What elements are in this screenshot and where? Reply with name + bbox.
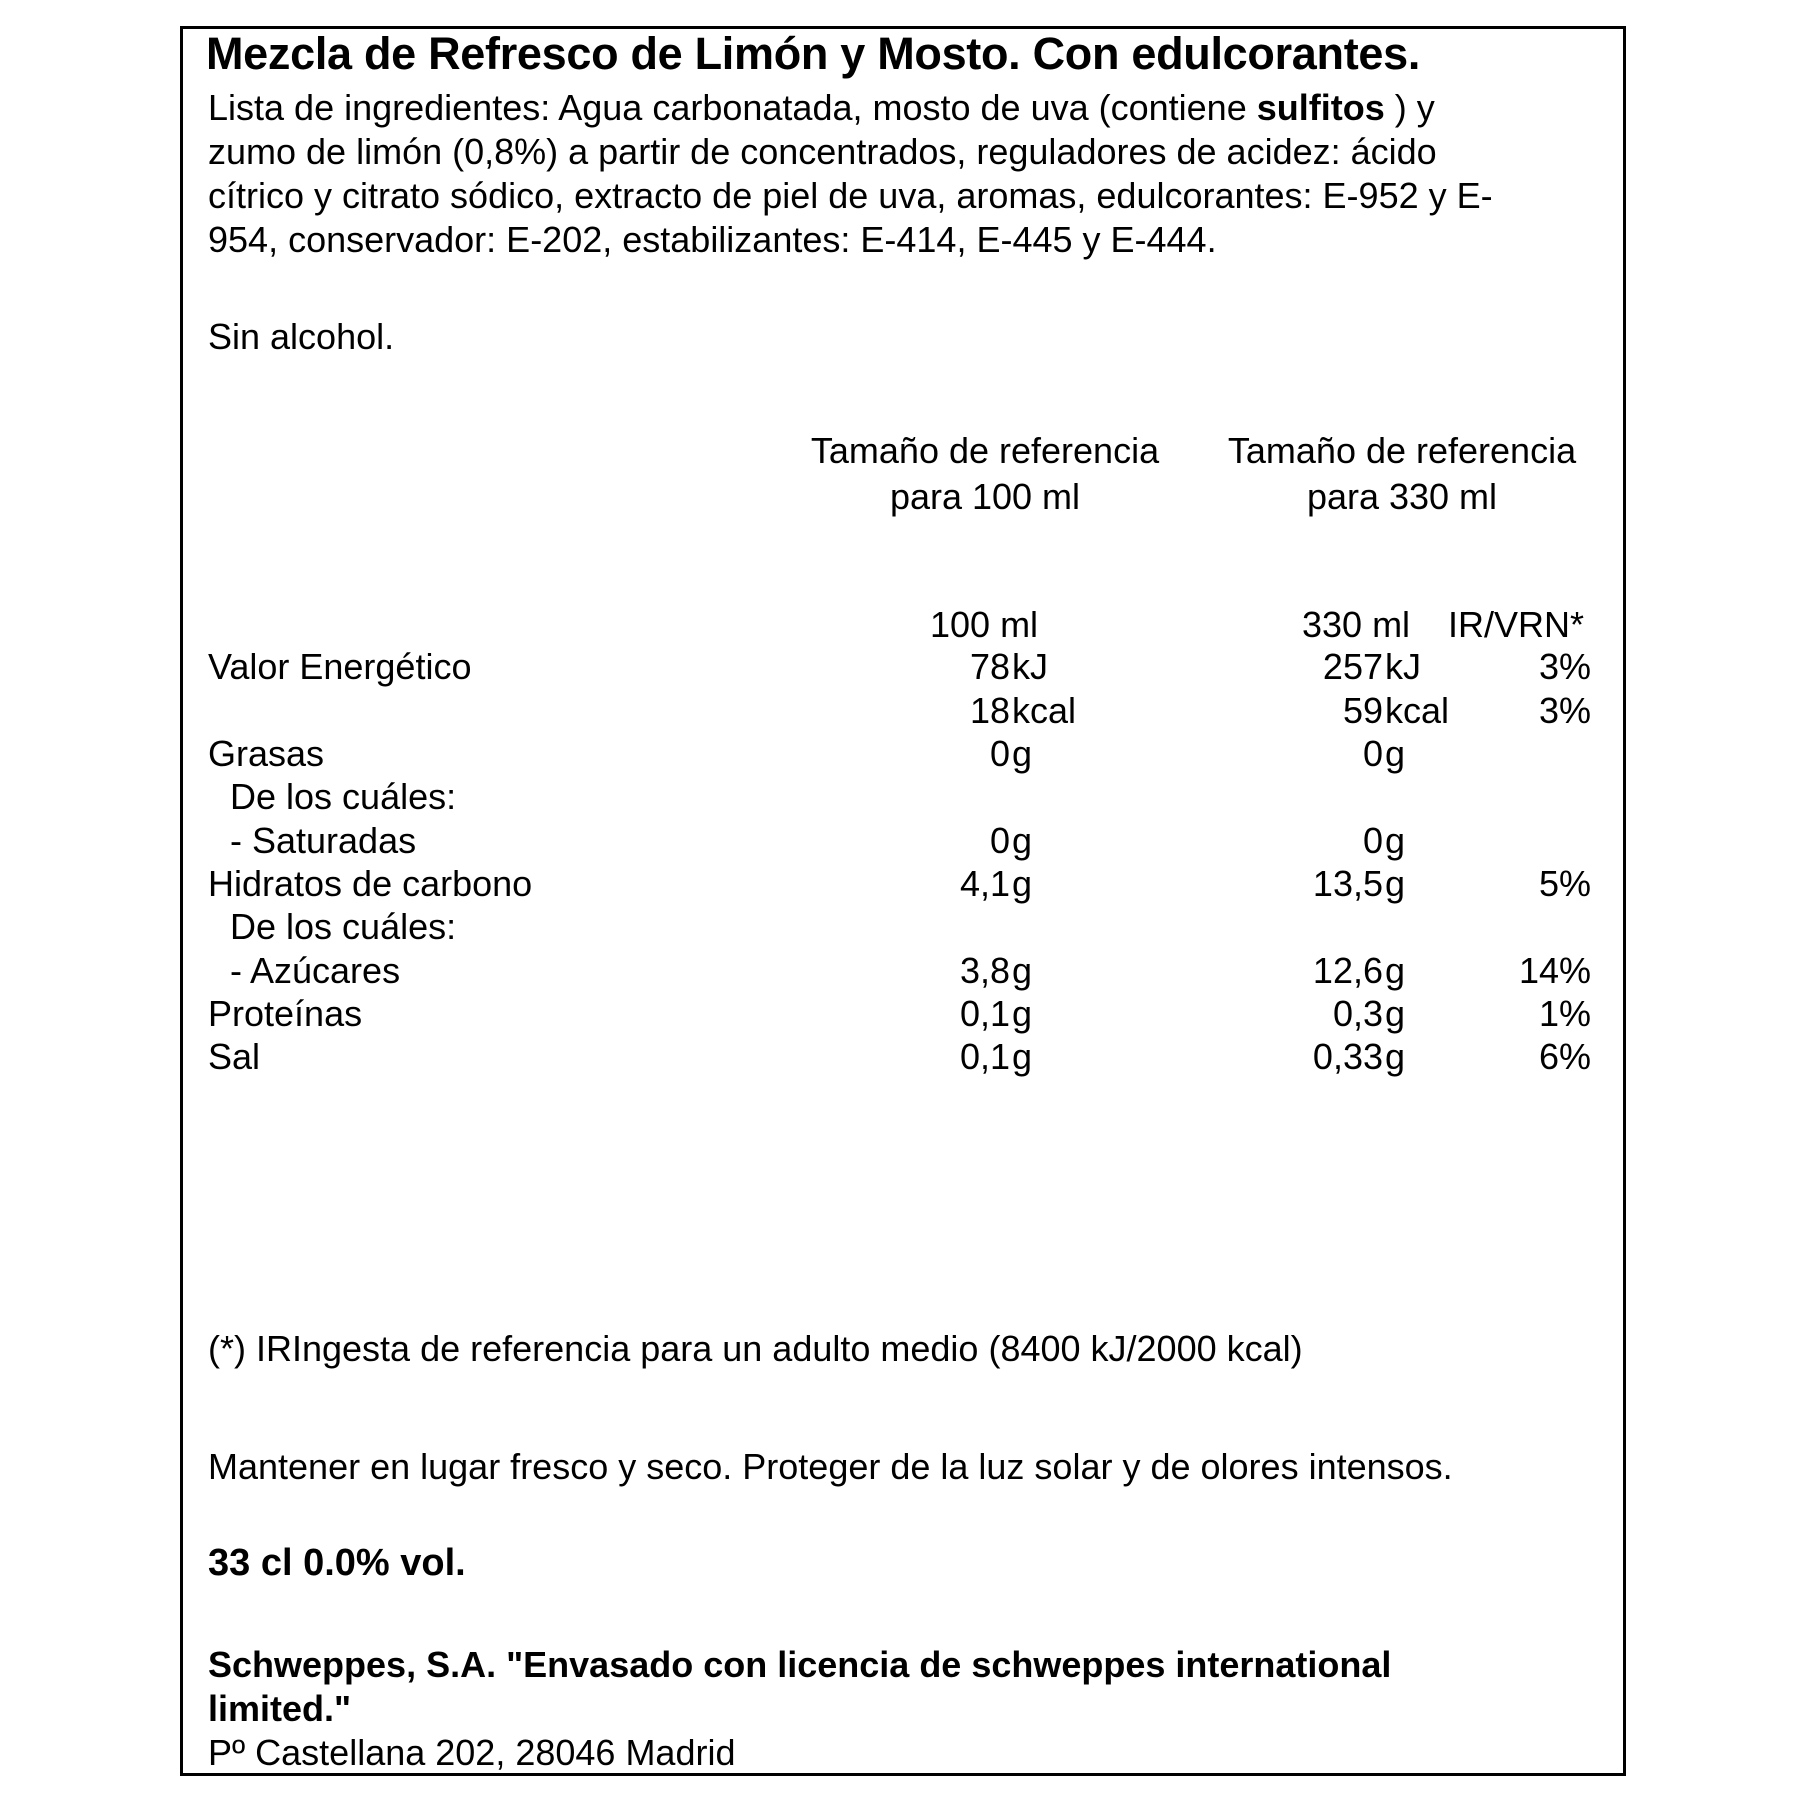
nutrient-label: - Saturadas	[230, 820, 417, 861]
unit-100ml: g	[1012, 993, 1033, 1034]
ingredients-list	[208, 86, 1508, 262]
col-header-ir-vrn: IR/VRN*	[1448, 604, 1585, 645]
header-100-line2: para 100 ml	[889, 476, 1081, 517]
unit-330ml: g	[1385, 993, 1406, 1034]
header-100-line1: Tamaño de referencia	[810, 430, 1160, 471]
unit-100ml: g	[1012, 733, 1033, 774]
value-330ml: 0	[1362, 820, 1383, 861]
company-line-1: Schweppes, S.A. "Envasado con licencia de schweppes international	[208, 1644, 1392, 1685]
unit-330ml: kcal	[1385, 690, 1450, 731]
nutrient-label: Proteínas	[208, 993, 363, 1034]
unit-330ml: kJ	[1385, 646, 1421, 687]
unit-330ml: g	[1385, 950, 1406, 991]
value-100ml: 0	[989, 820, 1010, 861]
unit-100ml: g	[1012, 950, 1033, 991]
value-ir-vrn: 5%	[1538, 863, 1591, 904]
value-ir-vrn: 14%	[1518, 950, 1591, 991]
unit-330ml: g	[1385, 733, 1406, 774]
value-100ml: 0,1	[959, 1036, 1010, 1077]
nutrient-label: - Azúcares	[230, 950, 401, 991]
header-per-330ml	[1192, 428, 1612, 520]
unit-100ml: kJ	[1012, 646, 1048, 687]
value-330ml: 0,3	[1332, 993, 1383, 1034]
value-100ml: 0	[989, 733, 1010, 774]
nutrient-label: De los cuáles:	[230, 776, 457, 817]
allergen-sulfitos: sulfitos	[1256, 87, 1385, 128]
nutrient-label: Hidratos de carbono	[208, 863, 533, 904]
value-100ml: 3,8	[959, 950, 1010, 991]
unit-100ml: kcal	[1012, 690, 1077, 731]
col-header-100ml: 100 ml	[930, 604, 1039, 645]
value-330ml: 13,5	[1312, 863, 1383, 904]
product-title: Mezcla de Refresco de Limón y Mosto. Con edulcorantes.	[206, 28, 1421, 79]
unit-330ml: g	[1385, 863, 1406, 904]
company-line-2: limited."	[208, 1688, 352, 1729]
unit-330ml: g	[1385, 1036, 1406, 1077]
nutrient-label: Grasas	[208, 733, 325, 774]
nutrient-label: De los cuáles:	[230, 906, 457, 947]
storage-instructions: Mantener en lugar fresco y seco. Proteger de la luz solar y de olores intensos.	[208, 1446, 1453, 1487]
unit-100ml: g	[1012, 863, 1033, 904]
unit-330ml: g	[1385, 820, 1406, 861]
nutrient-label: Valor Energético	[208, 646, 472, 687]
header-330-line1: Tamaño de referencia	[1227, 430, 1577, 471]
company-address: Pº Castellana 202, 28046 Madrid	[208, 1732, 736, 1773]
volume-statement: 33 cl 0.0% vol.	[208, 1542, 466, 1584]
unit-100ml: g	[1012, 820, 1033, 861]
value-ir-vrn: 1%	[1538, 993, 1591, 1034]
value-330ml: 0	[1362, 733, 1383, 774]
footnote: (*) IRIngesta de referencia para un adulto medio (8400 kJ/2000 kcal)	[208, 1328, 1303, 1369]
col-header-330ml: 330 ml	[1302, 604, 1411, 645]
value-330ml: 12,6	[1312, 950, 1383, 991]
value-ir-vrn: 6%	[1538, 1036, 1591, 1077]
value-100ml: 18	[969, 690, 1010, 731]
value-330ml: 0,33	[1312, 1036, 1383, 1077]
ingredients-text-end: ) y zumo de limón (0,8%) a partir de concentrados, reguladores de acidez: ácido cítrico y citrato sódico, extracto de piel de uva, aromas, edulcorantes: E-952 y E-954, conservador: E-202, estabilizantes: E-414, E-445 y E-444.	[208, 87, 1493, 260]
value-100ml: 4,1	[959, 863, 1010, 904]
value-330ml: 59	[1342, 690, 1383, 731]
value-330ml: 257	[1322, 646, 1383, 687]
value-ir-vrn: 3%	[1538, 646, 1591, 687]
value-100ml: 78	[969, 646, 1010, 687]
header-330-line2: para 330 ml	[1306, 476, 1498, 517]
value-100ml: 0,1	[959, 993, 1010, 1034]
unit-100ml: g	[1012, 1036, 1033, 1077]
header-per-100ml	[775, 428, 1195, 520]
alcohol-statement: Sin alcohol.	[208, 316, 395, 357]
value-ir-vrn: 3%	[1538, 690, 1591, 731]
nutrient-label: Sal	[208, 1036, 261, 1077]
ingredients-text-start: Lista de ingredientes: Agua carbonatada, mosto de uva (contiene	[208, 87, 1257, 128]
